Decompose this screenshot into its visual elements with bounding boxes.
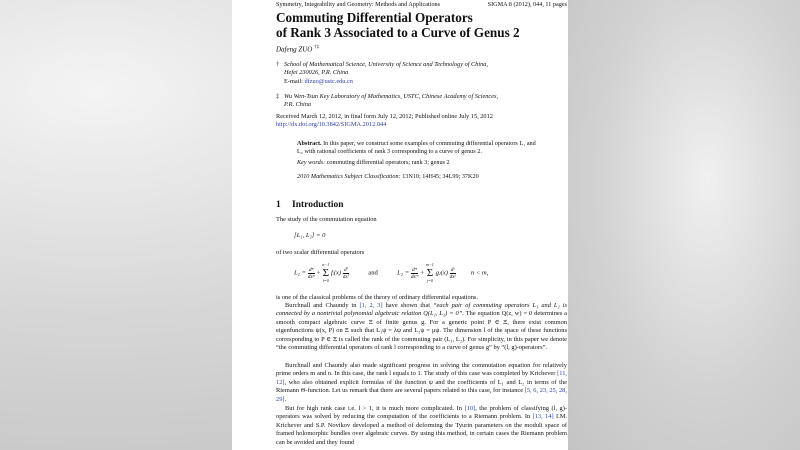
author-marks: †‡ [314,45,320,50]
eq-L2-sum-bot: j=0 [426,277,433,283]
paper-page [232,0,568,450]
eq-L2-term-num: dʲ [450,266,455,273]
affiliation-1-line-2: Hefei 230026, P.R. China [284,69,349,77]
p6-lead: But for high rank case i.e. l > 1, it is much more complicated. In [285,405,462,412]
eq-L1-sum-bot: i=0 [322,277,329,283]
eq-L1-lead-num: dⁿ [308,266,314,273]
paragraph-2: of two scalar differential operators [276,249,365,256]
p4-mid: have shown that [385,302,430,309]
p6-mid: , the problem of classifying (l, g)-operators was solved by reducing the computation of the coefficients to a Riemann problem. In [276,405,567,421]
title-line-1: Commuting Differential Operators [276,10,473,25]
msc-label: 2010 Mathematics Subject Classification: [297,172,401,180]
paragraph-5 [276,362,567,404]
eq-condition: n < m, [470,269,489,277]
p4-lead: Burchnall and Chaundy in [285,302,357,309]
citation-1-2-3[interactable]: [1, 2, 3] [359,302,383,309]
eq-L2-lead [411,267,418,280]
eq-L2-lead-den: dxᵐ [410,273,419,280]
eq-L2-term-frac [450,267,456,280]
msc-codes: 13N10; 14H45; 34L99; 37K20 [402,172,479,180]
p5-lead: Burchnall and Chaundy also made significant progress in solving the commutation equation for relatively prime orders m and n. In this case, the rank l equals to 1. The study of this case was completed by Krichever [276,362,567,378]
p6-rest: I.M. Krichever and S.P. Novikov developed a method of deforming the Tyurin parameters on the moduli space of framed holomorphic bundles over algebraic curves. By using this method, in certain cases the Riemann problem can be avoided and they found [276,413,567,446]
title-line-2: of Rank 3 Associated to a Curve of Genus 2 [276,25,520,40]
section-number: 1 [276,200,281,210]
received-info [276,113,493,130]
eq-L2-sum: m−1 Σ j=0 [425,262,434,283]
affiliation-1-mark: † [276,61,280,68]
keywords: commuting differential operators; rank 3; genus 2 [326,159,450,167]
abstract-block [297,140,539,181]
paragraph-6 [276,405,567,447]
section-heading [276,200,344,210]
background-right [568,0,800,450]
paragraph-3: is one of the classical problems of the theory of ordinary differential equations. [276,294,479,301]
email-label: E-mail: [284,77,303,85]
affiliation-2-line-2: P.R. China [284,101,311,109]
p5-mid: , who also obtained explicit formulas of the function ψ and the coefficients of L₁ and L₂ in terms of the Riemann Θ-function. Let us remark that there are several papers related to this case, for instance [276,378,567,395]
eq-L1-term-den: dxⁱ [342,273,349,280]
affiliation-2-mark: ‡ [276,93,280,100]
eq-and: and [368,269,378,277]
affiliation-1 [276,61,488,86]
email-link[interactable]: dfzuo@ustc.edu.cn [304,77,353,85]
paragraph-4 [276,302,567,352]
paper-title [276,10,520,40]
p4-quote: “each pair of commuting operators L₁ and L₂ is connected by a nontrivial polynomial algebraic relation Q(L₁, L₂) = 0”. [276,302,567,318]
received-dates: Received March 12, 2012, in final form July 12, 2012; Published online July 15, 2012 [276,113,493,120]
eq-L1-term-num: dⁱ [344,266,348,273]
eq-L1-lhs: L₁ = [294,269,307,277]
section-title: Introduction [292,200,344,210]
citation-13-14[interactable]: [13, 14] [532,413,554,421]
eq-L1-term: fᵢ(x) [330,269,342,277]
eq-L1-sum: n−1 Σ i=0 [322,262,330,283]
paragraph-1: The study of the commutation equation [276,216,377,223]
keywords-label: Key words: [297,159,326,167]
p5-end: . [284,395,287,403]
abstract-text: In this paper, we construct some examples of commuting differential operators L₁ and L₂ with rational coefficients of rank 3 corresponding to a curve of genus 2. [297,140,536,156]
author [276,45,319,53]
eq-L1-lead [308,267,315,280]
eq-L2-term-den: dxʲ [449,273,456,280]
abstract-label: Abstract. [297,140,322,147]
citation-list[interactable]: [5, 6, 23, 25, 28, 29] [276,387,567,403]
p4-rest: The equation Q(z, w) = 0 determines a smooth compact algebraic curve Ξ of finite genus g. For a generic point P ∈ Ξ, there exist common eigenfunctions ψ(x, P) on Ξ such that L₁ψ = λψ and L₂ψ = μψ. The dimension l of the space of these functions corresponding to P ∈ Ξ is called the rank of the commuting pair (L₁, L₂). For simplicity, in this paper we denote “the commuting differential operators of rank l corresponding to a curve of genus g” by “(l, g)-operators”. [276,310,568,352]
author-name: Dafeng ZUO [276,45,313,54]
eq-L2-lhs: L₂ = [397,269,410,277]
citation-11-12[interactable]: [11, 12] [276,370,567,386]
sigma-ref: SIGMA 8 (2012), 044, 11 pages [487,1,567,8]
eq-L2-sum-top: m−1 [425,262,434,267]
eq-L2-term: gⱼ(x) [435,269,448,277]
affiliation-1-line-1: School of Mathematical Science, University of Science and Technology of China, [284,61,489,68]
eq-L1-lead-den: dxⁿ [307,273,315,280]
eq-L1-sum-top: n−1 [322,262,330,267]
eq-L1-term-frac [343,267,349,280]
affiliation-2 [276,93,498,110]
eq-L2-lead-num: dᵐ [412,266,417,273]
journal-name: Symmetry, Integrability and Geometry: Methods and Applications [276,1,441,8]
running-header [276,1,567,8]
doi-link[interactable]: http://dx.doi.org/10.3842/SIGMA.2012.044 [276,121,387,129]
commutation-equation: [L₁, L₂] = 0 [294,232,326,239]
operator-equation: L₁ = $\frac{\text{dⁿ}}{\text{dxⁿ}} + n-1$ Σ i=0 fᵢ(x) $\frac{\text{dⁱ}}{\text{dxⁱ}}$ and L₂ = $\frac{\text{dᵐ}}{\text{dxᵐ}} + m-1$ Σ j=0 gⱼ(x) $\frac{\text{dʲ}}{\text{dxʲ}}$ n < m, [294,262,489,283]
citation-10[interactable]: [10] [464,405,476,412]
affiliation-2-line-1: Wu Wen-Tsun Key Laboratory of Mathematics, USTC, Chinese Academy of Sciences, [284,93,499,100]
